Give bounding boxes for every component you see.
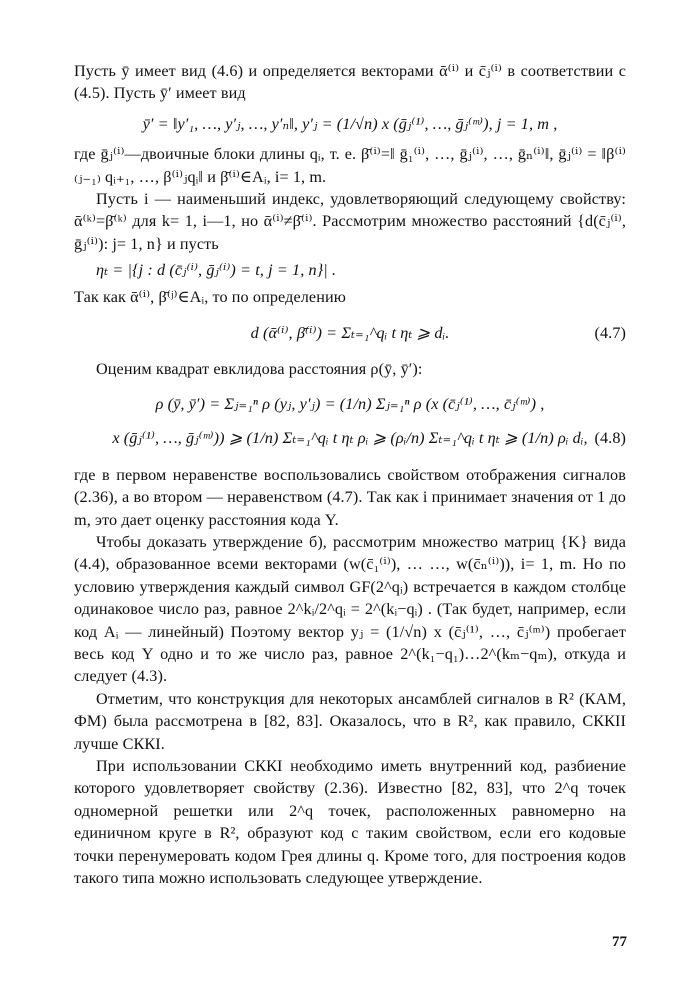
equation-4-7-formula: d (ᾱ⁽ⁱ⁾, β̄⁽ⁱ⁾) = Σₜ₌₁^qᵢ t ηₜ ⩾ dᵢ. [250, 324, 450, 343]
equation-4-7 [74, 322, 626, 344]
page-number: 77 [612, 934, 627, 950]
equation-4-8 [74, 427, 626, 449]
equation-number-4-7: (4.7) [594, 324, 626, 343]
equation-number-4-8: (4.8) [594, 429, 626, 448]
paragraph-note: Отметим, что конструкция для некоторых ансамблей сигналов в R² (КАМ, ФМ) была рассмотрена в [82, 83]. Оказалось, что в R², как правило, СККII лучше СККI. [74, 689, 626, 753]
paragraph-proof-b: Чтобы доказать утверждение б), рассмотрим множество матриц {K} вида (4.4), образованное всеми векторами (w(c̄₁⁽ⁱ⁾), … …, w(c̄ₙ⁽ⁱ⁾)), i= 1, m. Но по условию утверждения каждый символ GF(2^qᵢ) встречается в каждом столбце одинаковое число раз, равное 2^kᵢ/2^qᵢ = 2^(kᵢ−qᵢ) . (Так будет, например, если код Aᵢ — линейный) Поэтому вектор yⱼ = (1/√n) x (c̄ⱼ⁽¹⁾, …, c̄ⱼ⁽ᵐ⁾) пробегает весь код Y одно и то же число раз, равное 2^(k₁−q₁)…2^(kₘ−qₘ), откуда и следует (4.3). [74, 532, 626, 686]
equation-rho-line1-formula: ρ (ȳ, ȳ′) = Σⱼ₌₁ⁿ ρ (yⱼ, y′ⱼ) = (1/n) Σⱼ₌₁ⁿ ρ (x (c̄ⱼ⁽¹⁾, …, c̄ⱼ⁽ᵐ⁾) , [155, 394, 545, 413]
equation-y-prime-formula: ȳ′ = ‖y′₁, …, y′ⱼ, …, y′ₙ‖, y′ⱼ = (1/√n) x (ḡⱼ⁽¹⁾, …, ḡⱼ⁽ᵐ⁾), j = 1, m , [142, 114, 558, 133]
paragraph-intro: Пусть ȳ имеет вид (4.6) и определяется векторами ᾱ⁽ⁱ⁾ и c̄ⱼ⁽ⁱ⁾ в соответствии с (4.5). Пусть ȳ′ имеет вид [74, 62, 626, 103]
equation-eta [74, 259, 626, 281]
paragraph-since: Так как ᾱ⁽ⁱ⁾, β̄⁽ʲ⁾∈Aᵢ, то по определению [74, 287, 346, 306]
equation-rho-line1 [74, 393, 626, 415]
paragraph-smallest-index: Пусть i — наименьший индекс, удовлетворяющий следующему свойству: ᾱ⁽ᵏ⁾=β̄⁽ᵏ⁾ для k= 1, i—1, но ᾱ⁽ⁱ⁾≠β̄⁽ⁱ⁾. Рассмотрим множество расстояний {d(c̄ⱼ⁽ⁱ⁾, ḡⱼ⁽ⁱ⁾): j= 1, n} и пусть [74, 190, 626, 253]
equation-eta-formula: ηₜ = |{j : d (c̄ⱼ⁽ⁱ⁾, ḡⱼ⁽ⁱ⁾) = t, j = 1, n}| . [96, 261, 337, 280]
page-body [74, 60, 626, 889]
paragraph-binary-blocks: где ḡⱼ⁽ⁱ⁾—двоичные блоки длины qᵢ, т. е. β̄⁽ⁱ⁾=‖ ḡ₁⁽ⁱ⁾, …, ḡⱼ⁽ⁱ⁾, …, ḡₙ⁽ⁱ⁾‖, ḡⱼ⁽ⁱ⁾ = ‖β⁽ⁱ⁾₍ⱼ₋₁₎ qᵢ₊₁, …, β⁽ⁱ⁾ⱼqᵢ‖ и β̄⁽ⁱ⁾∈Aᵢ, i= 1, m. [74, 145, 626, 186]
paragraph-estimate: Оценим квадрат евклидова расстояния ρ(ȳ, ȳ′): [96, 360, 423, 379]
paragraph-skki: При использовании СККI необходимо иметь внутренний код, разбиение которого удовлетворяет свойству (2.36). Известно [82, 83], что 2^q точек одномерной решетки или 2^q точек, расположенных равномерно на единичном круге в R², образуют код с таким свойством, если его кодовые точки перенумеровать кодом Грея длины q. Кроме того, для построения кодов такого типа можно использовать следующее утверждение. [74, 756, 626, 887]
equation-4-8-formula: x (ḡⱼ⁽¹⁾, …, ḡⱼ⁽ᵐ⁾)) ⩾ (1/n) Σₜ₌₁^qᵢ t ηₜ ρᵢ ⩾ (ρᵢ/n) Σₜ₌₁^qᵢ t ηₜ ⩾ (1/n) ρᵢ dᵢ, [112, 429, 588, 448]
paragraph-first-inequality: где в первом неравенстве воспользовались свойством отображения сигналов (2.36), а во втором — неравенством (4.7). Так как i принимает значения от 1 до m, это дает оценку расстояния кода Y. [74, 465, 626, 529]
equation-y-prime [74, 113, 626, 135]
